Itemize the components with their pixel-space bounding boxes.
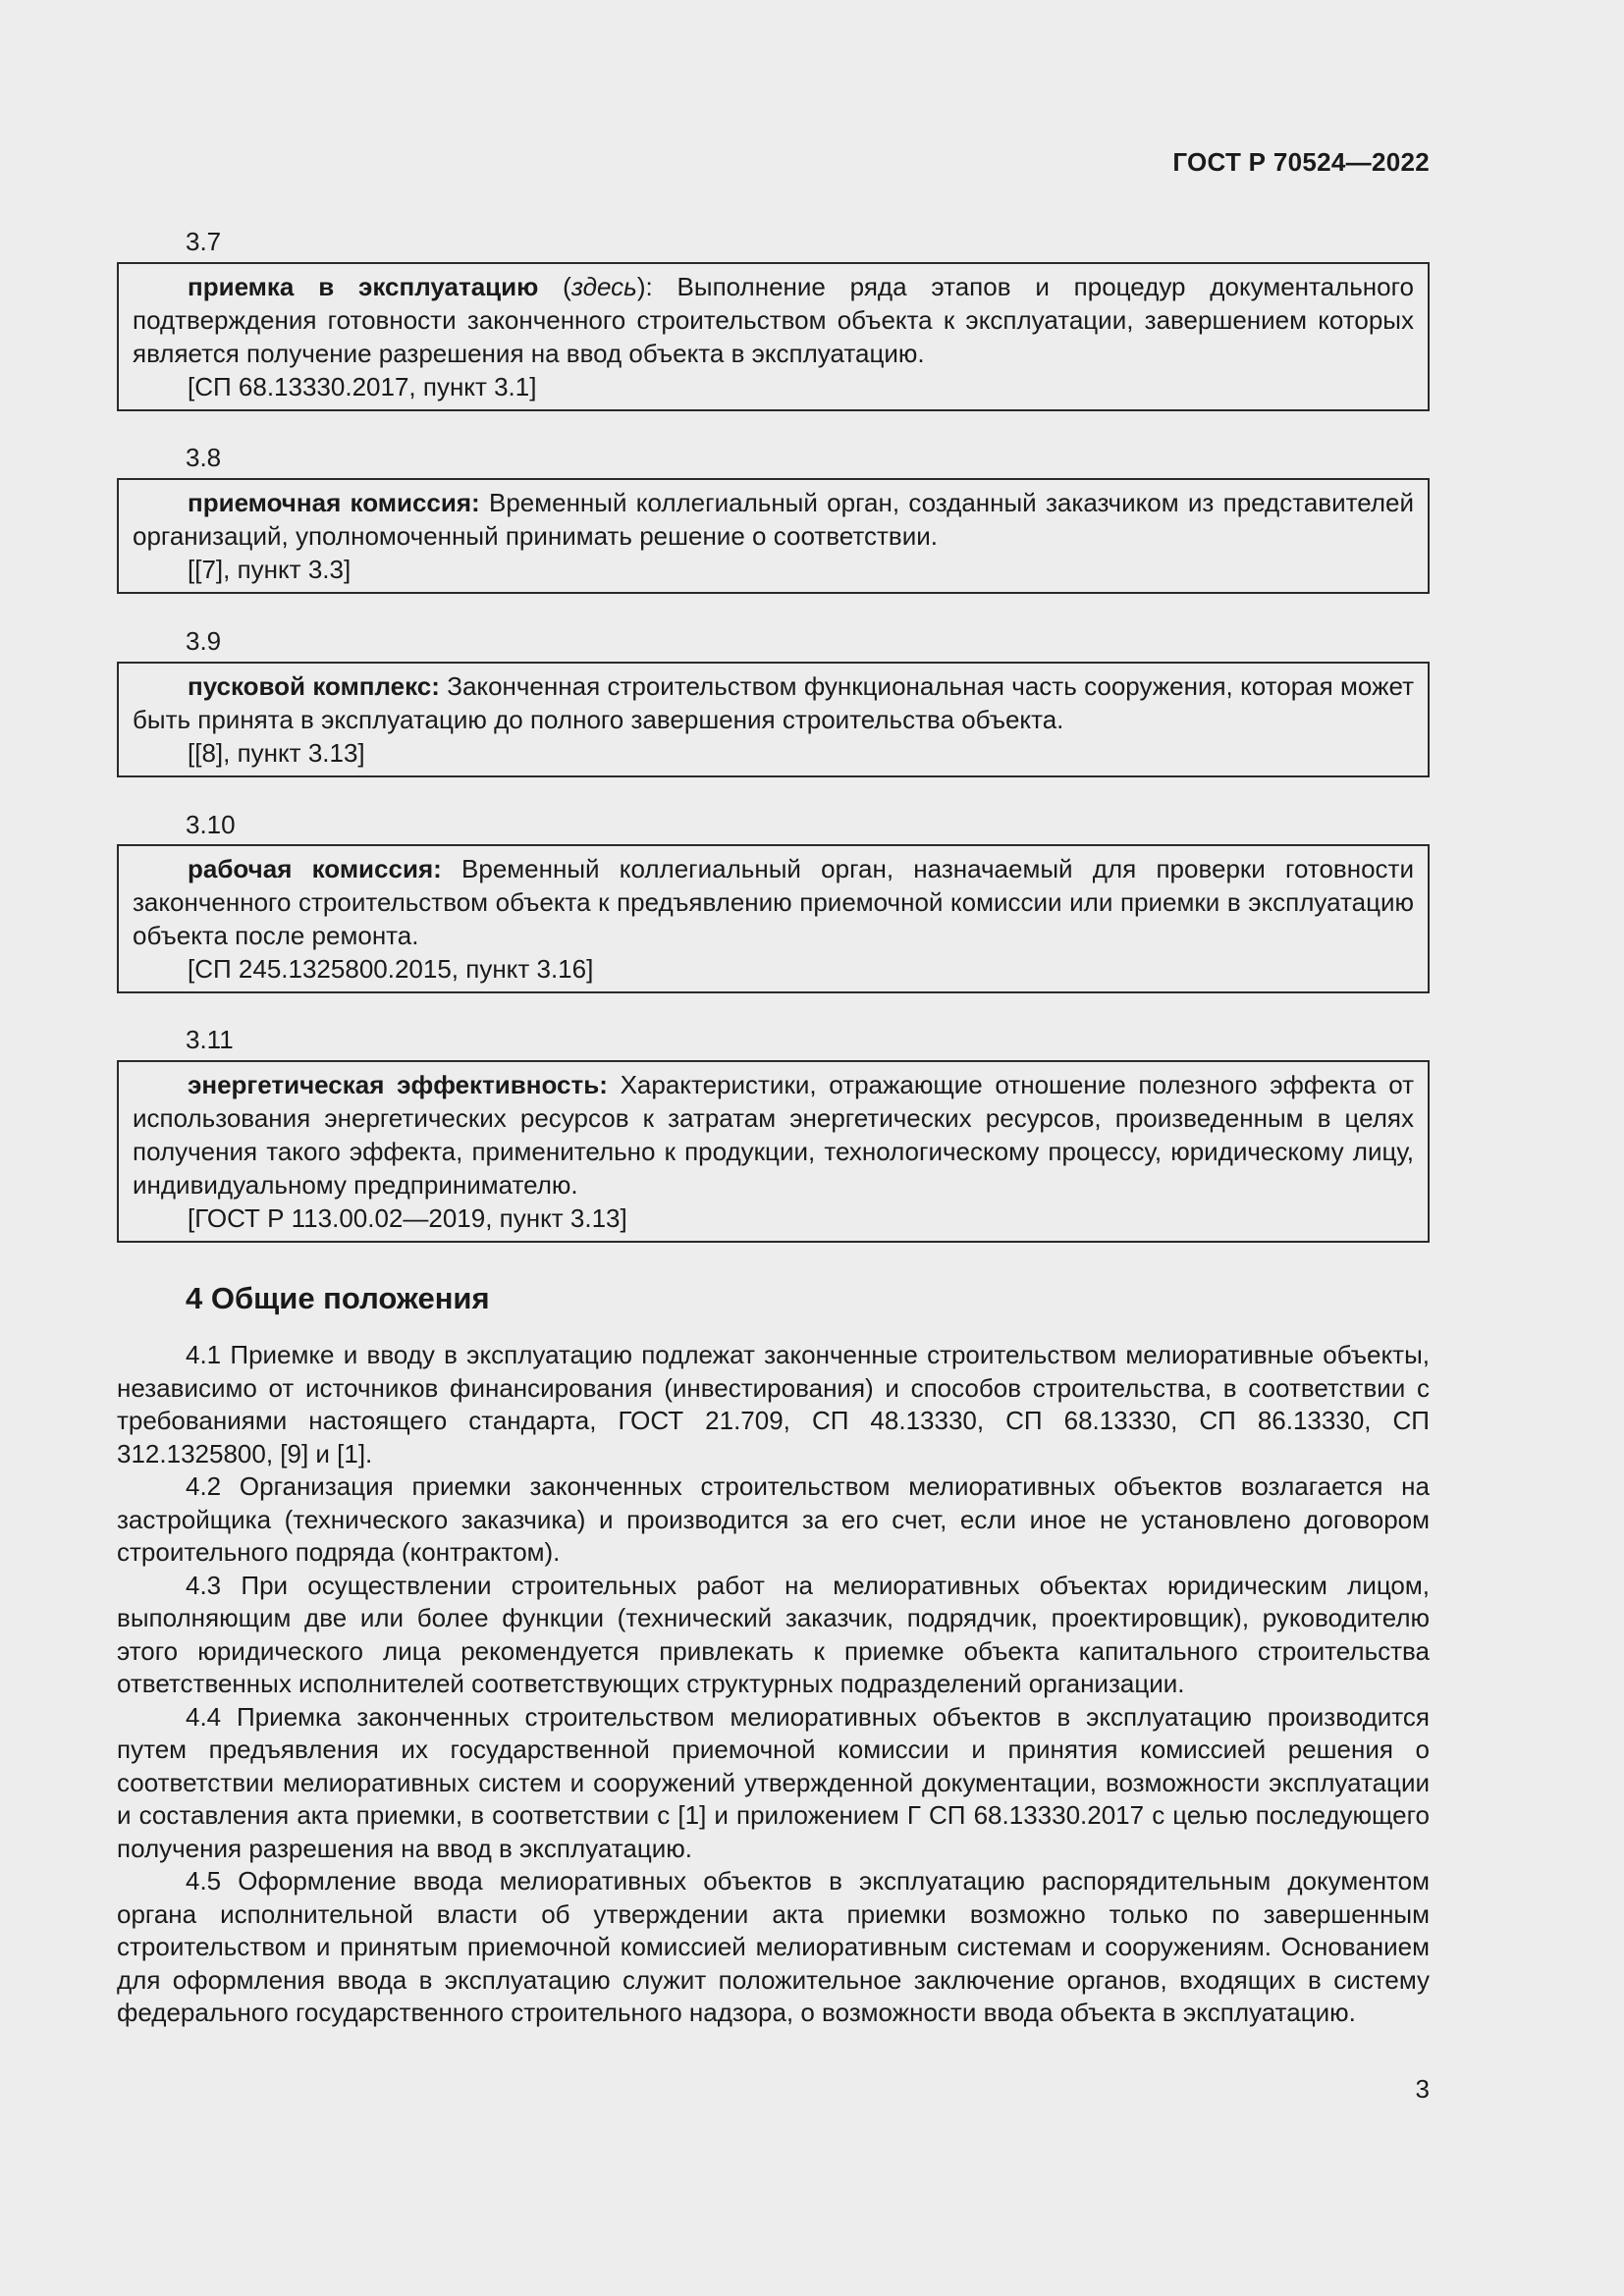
paragraph: 4.3 При осуществлении строительных работ на мелиоративных объектах юридическим лицом, выполняющим две или более функции (технический заказчик, подрядчик, проектировщик), руководителю этого юридического лица рекомендуется привлекать к приемке объекта капитального строительства ответственных исполнителей соответствующих структурных подразделений организации.	[117, 1570, 1430, 1698]
term-number: 3.10	[186, 810, 236, 839]
paragraph: 4.2 Организация приемки законченных строительством мелиоративных объектов возлагается на застройщика (технического заказчика) и производится за его счет, если иное не установлено договором строительного подряда (контрактом).	[117, 1471, 1430, 1567]
term-number: 3.11	[186, 1025, 234, 1054]
term-definition	[133, 669, 1414, 736]
document-header: ГОСТ Р 70524—2022	[1172, 147, 1430, 177]
definition-text: Законченная строительством функциональная часть сооружения, которая может быть принята в эксплуатацию до полного завершения строительства объекта.	[133, 671, 1414, 734]
term-name: рабочая комиссия:	[188, 854, 442, 883]
term-source: [СП 245.1325800.2015, пункт 3.16]	[188, 954, 594, 984]
term-number: 3.7	[186, 227, 222, 256]
term-name: энергетическая эффективность:	[188, 1070, 608, 1099]
term-definition: приемка в эксплуатацию (здесь): Выполнение ряда этапов и процедур документального подтверждения готовности законченного строительством объекта к эксплуатации, завершением которых является получение разрешения на ввод объекта в эксплуатацию.	[133, 272, 1414, 368]
term-definition-box	[117, 262, 1430, 411]
term-name: приемочная комиссия:	[188, 488, 480, 517]
term-name: пусковой комплекс:	[188, 671, 440, 701]
term-definition-box	[117, 1060, 1430, 1243]
term-qualifier: здесь	[570, 272, 637, 301]
term-definition-box	[117, 662, 1430, 777]
term-definition	[133, 486, 1414, 553]
term-name: приемка в эксплуатацию	[188, 272, 539, 301]
definition-text: Временный коллегиальный орган, назначаемый для проверки готовности законченного строительством объекта к предъявлению приемочной комиссии или приемки в эксплуатацию объекта после ремонта.	[133, 854, 1414, 950]
term-number: 3.8	[186, 443, 222, 472]
section-body	[117, 1339, 1430, 2030]
term-number: 3.9	[186, 626, 222, 656]
term-definition	[133, 852, 1414, 952]
definition-text: Характеристики, отражающие отношение полезного эффекта от использования энергетических ресурсов к затратам энергетических ресурсов, произведенным в целях получения такого эффекта, применительно к продукции, технологическому процессу, юридическому лицу, индивидуальному предпринимателю.	[133, 1070, 1414, 1200]
paragraph: 4.4 Приемка законченных строительством мелиоративных объектов в эксплуатацию производится путем предъявления их государственной приемочной комиссии и принятия комиссией решения о соответствии мелиоративных систем и сооружений утвержденной документации, возможности эксплуатации и составления акта приемки, в соответствии с [1] и приложением Г СП 68.13330.2017 с целью последующего получения разрешения на ввод в эксплуатацию.	[117, 1701, 1430, 1863]
term-source: [[8], пункт 3.13]	[188, 738, 365, 768]
term-source: [[7], пункт 3.3]	[188, 555, 352, 584]
term-source: [ГОСТ Р 113.00.02—2019, пункт 3.13]	[188, 1203, 627, 1233]
term-definition-box	[117, 844, 1430, 993]
paragraph: 4.5 Оформление ввода мелиоративных объектов в эксплуатацию распорядительным документом органа исполнительной власти об утверждении акта приемки возможно только по завершенным строительством и принятым приемочной комиссией мелиоративным системам и сооружениям. Основанием для оформления ввода в эксплуатацию служит положительное заключение органов, входящих в систему федерального государственного строительного надзора, о возможности ввода объекта в эксплуатацию.	[117, 1866, 1430, 2027]
definition-text: : Выполнение ряда этапов и процедур документального подтверждения готовности законченного строительством объекта к эксплуатации, завершением которых является получение разрешения на ввод объекта в эксплуатацию.	[133, 272, 1414, 368]
page-number: 3	[1415, 2074, 1430, 2104]
document-page	[117, 0, 1430, 2296]
paragraph: 4.1 Приемке и вводу в эксплуатацию подлежат законченные строительством мелиоративные объекты, независимо от источников финансирования (инвестирования) и способов строительства, в соответствии с требованиями настоящего стандарта, ГОСТ 21.709, СП 48.13330, СП 68.13330, СП 86.13330, СП 312.1325800, [9] и [1].	[117, 1340, 1430, 1468]
section-heading: 4 Общие положения	[186, 1281, 490, 1315]
term-source: [СП 68.13330.2017, пункт 3.1]	[188, 372, 537, 401]
definition-text: Временный коллегиальный орган, созданный заказчиком из представителей организаций, уполномоченный принимать решение о соответствии.	[133, 488, 1414, 551]
term-definition-box	[117, 478, 1430, 594]
term-definition	[133, 1068, 1414, 1201]
